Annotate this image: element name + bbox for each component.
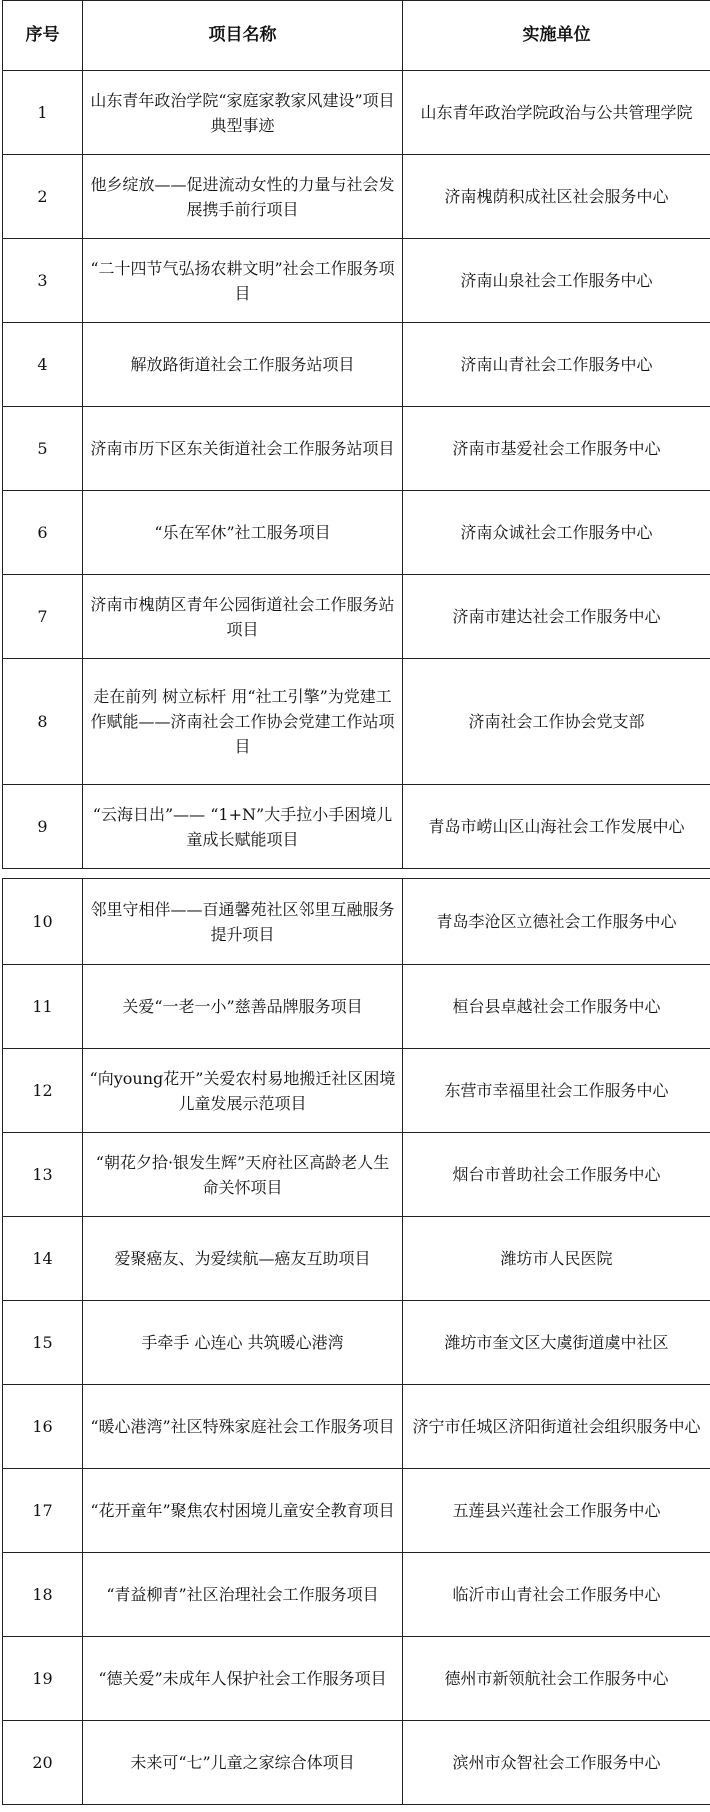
row-num: 9 — [3, 785, 83, 869]
row-unit: 济南社会工作协会党支部 — [403, 659, 710, 785]
row-num: 13 — [3, 1133, 83, 1217]
row-unit: 济南市建达社会工作服务中心 — [403, 575, 710, 659]
row-name: 未来可“七”儿童之家综合体项目 — [83, 1721, 403, 1805]
row-unit: 济南山泉社会工作服务中心 — [403, 239, 710, 323]
row-name: “向young花开”关爱农村易地搬迁社区困境儿童发展示范项目 — [83, 1049, 403, 1133]
row-name: “花开童年”聚焦农村困境儿童安全教育项目 — [83, 1469, 403, 1553]
row-name: 关爱“一老一小”慈善品牌服务项目 — [83, 965, 403, 1049]
row-unit: 山东青年政治学院政治与公共管理学院 — [403, 71, 710, 155]
row-name: 他乡绽放——促进流动女性的力量与社会发展携手前行项目 — [83, 155, 403, 239]
row-unit: 济南槐荫积成社区社会服务中心 — [403, 155, 710, 239]
row-name: 山东青年政治学院“家庭家教家风建设”项目典型事迹 — [83, 71, 403, 155]
row-name: 邻里守相伴——百通馨苑社区邻里互融服务提升项目 — [83, 879, 403, 965]
table-row — [3, 1637, 710, 1721]
table-row — [3, 491, 710, 575]
row-unit: 潍坊市人民医院 — [403, 1217, 710, 1301]
row-name: 走在前列 树立标杆 用“社工引擎”为党建工作赋能——济南社会工作协会党建工作站项目 — [83, 659, 403, 785]
table-row — [3, 1133, 710, 1217]
table-row — [3, 1049, 710, 1133]
row-num: 20 — [3, 1721, 83, 1805]
row-num: 15 — [3, 1301, 83, 1385]
row-unit: 五莲县兴莲社会工作服务中心 — [403, 1469, 710, 1553]
table-row — [3, 785, 710, 869]
table-row — [3, 323, 710, 407]
table-row — [3, 1469, 710, 1553]
row-unit: 临沂市山青社会工作服务中心 — [403, 1553, 710, 1637]
row-unit: 济宁市任城区济阳街道社会组织服务中心 — [403, 1385, 710, 1469]
header-num: 序号 — [3, 1, 83, 71]
row-unit: 济南山青社会工作服务中心 — [403, 323, 710, 407]
row-unit: 滨州市众智社会工作服务中心 — [403, 1721, 710, 1805]
row-num: 6 — [3, 491, 83, 575]
row-name: “暖心港湾”社区特殊家庭社会工作服务项目 — [83, 1385, 403, 1469]
row-num: 10 — [3, 879, 83, 965]
row-name: “朝花夕拾·银发生辉”天府社区高龄老人生命关怀项目 — [83, 1133, 403, 1217]
projects-table-part2 — [2, 878, 710, 1805]
header-unit: 实施单位 — [403, 1, 710, 71]
row-num: 5 — [3, 407, 83, 491]
row-num: 12 — [3, 1049, 83, 1133]
row-num: 19 — [3, 1637, 83, 1721]
table-row — [3, 1217, 710, 1301]
table-row — [3, 1301, 710, 1385]
row-num: 18 — [3, 1553, 83, 1637]
table-row — [3, 239, 710, 323]
row-num: 16 — [3, 1385, 83, 1469]
table-row — [3, 1553, 710, 1637]
projects-table-part1 — [2, 0, 710, 869]
table-row — [3, 879, 710, 965]
row-unit: 青岛李沧区立德社会工作服务中心 — [403, 879, 710, 965]
table-row — [3, 155, 710, 239]
table-row — [3, 1721, 710, 1805]
row-num: 8 — [3, 659, 83, 785]
row-unit: 桓台县卓越社会工作服务中心 — [403, 965, 710, 1049]
row-name: “德关爱”未成年人保护社会工作服务项目 — [83, 1637, 403, 1721]
row-name: 解放路街道社会工作服务站项目 — [83, 323, 403, 407]
row-name: “青益柳青”社区治理社会工作服务项目 — [83, 1553, 403, 1637]
row-name: “二十四节气弘扬农耕文明”社会工作服务项目 — [83, 239, 403, 323]
table-row — [3, 71, 710, 155]
table-row — [3, 575, 710, 659]
row-name: 济南市槐荫区青年公园街道社会工作服务站项目 — [83, 575, 403, 659]
row-unit: 烟台市普助社会工作服务中心 — [403, 1133, 710, 1217]
row-num: 2 — [3, 155, 83, 239]
header-name: 项目名称 — [83, 1, 403, 71]
row-num: 11 — [3, 965, 83, 1049]
row-name: “乐在军休”社工服务项目 — [83, 491, 403, 575]
row-name: 爱聚癌友、为爱续航—癌友互助项目 — [83, 1217, 403, 1301]
header-row — [3, 1, 710, 71]
row-unit: 济南市基爱社会工作服务中心 — [403, 407, 710, 491]
row-num: 3 — [3, 239, 83, 323]
row-num: 1 — [3, 71, 83, 155]
row-unit: 潍坊市奎文区大虞街道虞中社区 — [403, 1301, 710, 1385]
row-unit: 济南众诚社会工作服务中心 — [403, 491, 710, 575]
table-row — [3, 965, 710, 1049]
row-unit: 德州市新领航社会工作服务中心 — [403, 1637, 710, 1721]
table-row — [3, 1385, 710, 1469]
row-name: “云海日出”—— “1+N”大手拉小手困境儿童成长赋能项目 — [83, 785, 403, 869]
row-num: 7 — [3, 575, 83, 659]
row-name: 手牵手 心连心 共筑暖心港湾 — [83, 1301, 403, 1385]
row-num: 4 — [3, 323, 83, 407]
row-num: 17 — [3, 1469, 83, 1553]
row-num: 14 — [3, 1217, 83, 1301]
row-unit: 青岛市崂山区山海社会工作发展中心 — [403, 785, 710, 869]
table-row — [3, 407, 710, 491]
row-unit: 东营市幸福里社会工作服务中心 — [403, 1049, 710, 1133]
row-name: 济南市历下区东关街道社会工作服务站项目 — [83, 407, 403, 491]
table-row — [3, 659, 710, 785]
